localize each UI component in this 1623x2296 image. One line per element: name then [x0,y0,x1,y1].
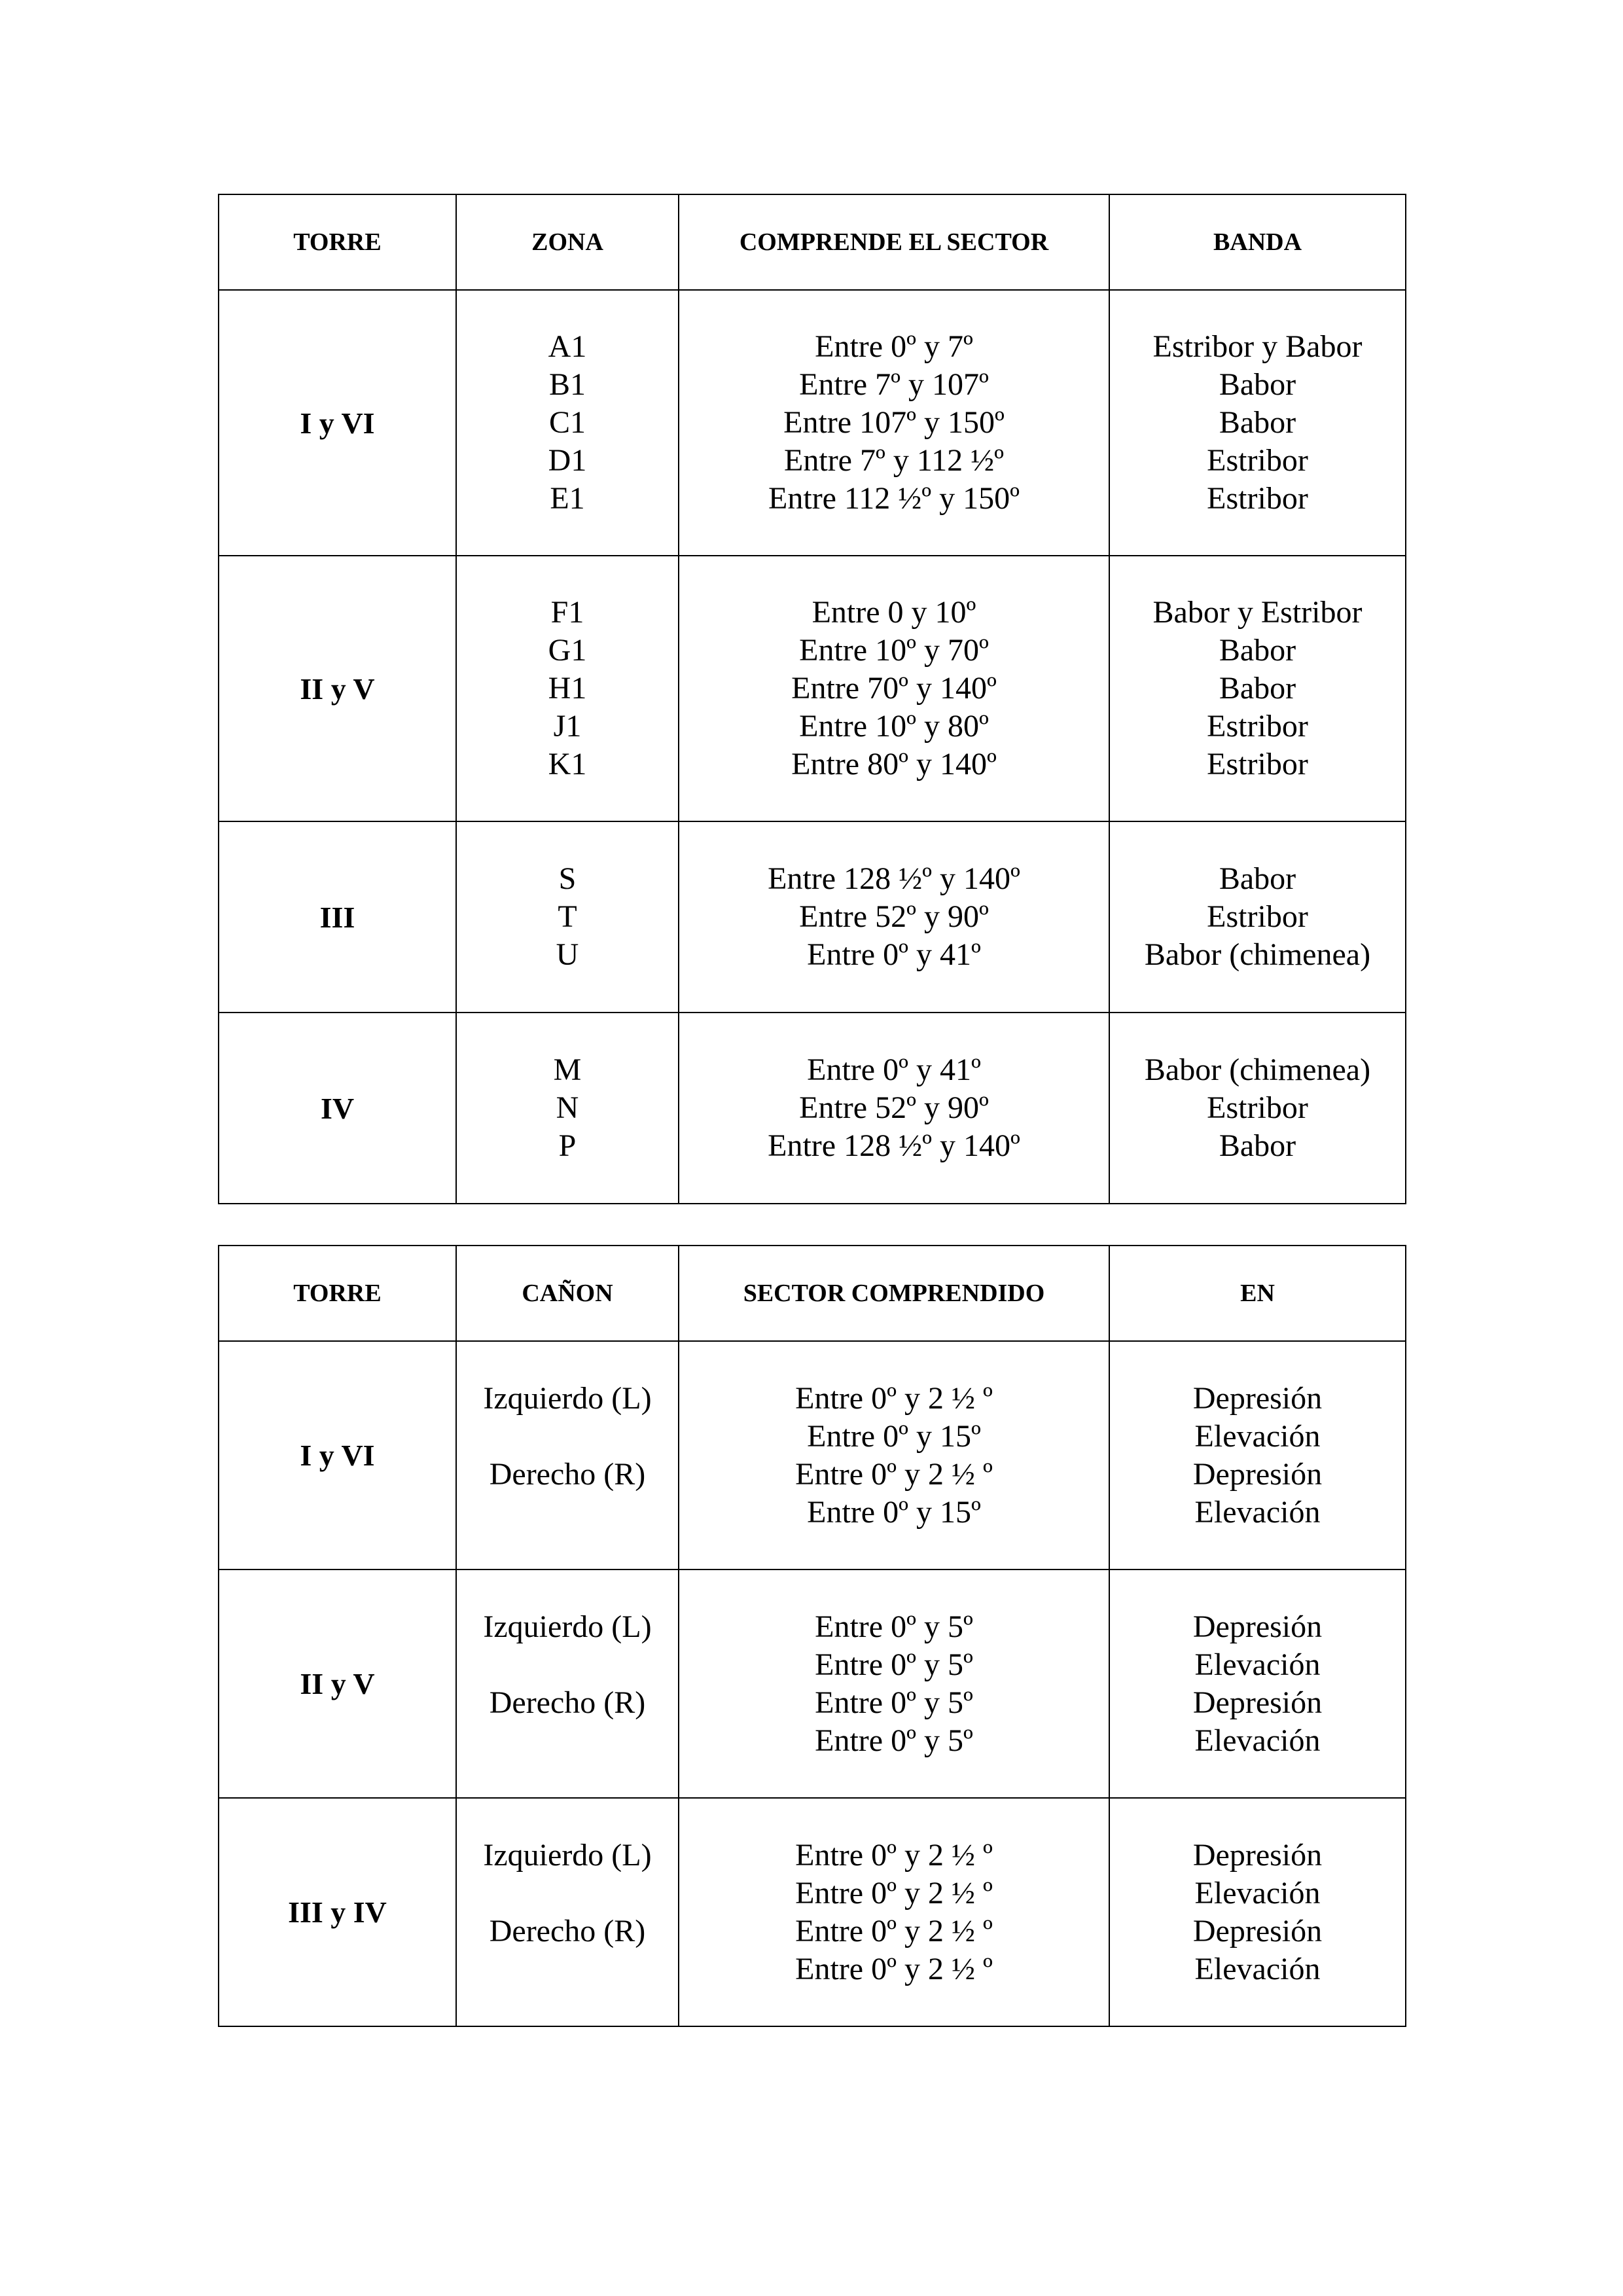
sector-item: Entre 0º y 5º [815,1647,973,1682]
sector-item: Entre 0º y 2 ½ º [795,1380,993,1416]
table-row [219,290,1406,556]
table-row [219,556,1406,821]
zona-cell [456,556,679,821]
banda-item: Babor [1219,671,1296,706]
en-item: Depresión [1192,1456,1323,1492]
canon-cell [456,1341,679,1570]
en-item: Depresión [1192,1609,1323,1644]
sector-item: Entre 0º y 2 ½ º [795,1913,993,1948]
banda-item: Babor [1219,367,1296,402]
banda-item: Estribor [1207,443,1308,478]
en-item: Depresión [1192,1913,1323,1948]
canon-item: Izquierdo (L) [483,1380,652,1416]
banda-item: Estribor [1207,709,1308,744]
en-cell [1109,1798,1406,2026]
zona-item: B1 [548,367,586,402]
header-en: EN [1109,1246,1406,1341]
sector-item: Entre 128 ½º y 140º [768,861,1020,896]
header-sector: COMPRENDE EL SECTOR [679,194,1109,290]
header-row [219,1246,1406,1341]
zona-item: G1 [548,633,587,668]
sector-item: Entre 0º y 5º [815,1685,973,1720]
header-row [219,194,1406,290]
torre-cell: II y V [219,1570,456,1798]
sector-cell [679,1570,1109,1798]
en-cell [1109,1570,1406,1798]
sector-item: Entre 0º y 15º [807,1494,981,1530]
zona-item: M [553,1052,582,1087]
zona-item: H1 [548,671,587,706]
torre-cell: II y V [219,556,456,821]
canon-item: Derecho (R) [489,1456,646,1492]
table-row [219,1341,1406,1570]
torre-cell: I y VI [219,1341,456,1570]
sector-item: Entre 52º y 90º [799,1090,989,1125]
banda-item: Estribor [1207,481,1308,516]
table-row [219,1013,1406,1204]
sector-item: Entre 0º y 2 ½ º [795,1875,993,1910]
zona-item: J1 [553,709,582,744]
zona-cell [456,821,679,1013]
banda-cell [1109,556,1406,821]
sector-item: Entre 52º y 90º [799,899,989,934]
banda-item: Estribor [1207,1090,1308,1125]
zona-item: C1 [548,405,586,440]
en-item: Elevación [1194,1647,1321,1682]
sector-item: Entre 0º y 2 ½ º [795,1456,993,1492]
en-item: Elevación [1194,1723,1321,1758]
banda-item: Estribor [1207,899,1308,934]
zona-cell [456,1013,679,1204]
sector-cell [679,1798,1109,2026]
torre-cell: III [219,821,456,1013]
torre-cell: I y VI [219,290,456,556]
banda-item: Babor y Estribor [1152,595,1363,630]
en-item: Elevación [1194,1951,1321,1986]
banda-item: Babor (chimenea) [1144,937,1371,972]
sector-item: Entre 128 ½º y 140º [768,1128,1020,1163]
header-canon: CAÑON [456,1246,679,1341]
sector-item: Entre 0º y 2 ½ º [795,1951,993,1986]
canon-item: Derecho (R) [489,1685,646,1720]
banda-item: Babor (chimenea) [1144,1052,1371,1087]
header-torre: TORRE [219,194,456,290]
en-cell [1109,1341,1406,1570]
zona-item: D1 [548,443,587,478]
canon-item: Izquierdo (L) [483,1837,652,1873]
sector-cell [679,290,1109,556]
zona-item: N [556,1090,579,1125]
en-item: Depresión [1192,1837,1323,1873]
guns-table [218,1245,1406,2027]
sector-item: Entre 7º y 107º [799,367,989,402]
banda-item: Babor [1219,405,1296,440]
en-item: Elevación [1194,1494,1321,1530]
sector-item: Entre 70º y 140º [791,671,997,706]
table-row [219,821,1406,1013]
zones-table [218,194,1406,1204]
en-item: Elevación [1194,1875,1321,1910]
zona-item: A1 [548,329,587,364]
banda-item: Estribor [1207,747,1308,781]
zona-item: U [556,937,579,972]
banda-cell [1109,821,1406,1013]
banda-item: Babor [1219,633,1296,668]
sector-item: Entre 7º y 112 ½º [784,443,1004,478]
sector-item: Entre 0º y 41º [807,1052,981,1087]
sector-item: Entre 0 y 10º [812,595,976,630]
sector-cell [679,556,1109,821]
header-sector-comprendido: SECTOR COMPRENDIDO [679,1246,1109,1341]
header-banda: BANDA [1109,194,1406,290]
torre-cell: IV [219,1013,456,1204]
sector-item: Entre 10º y 70º [799,633,989,668]
sector-item: Entre 0º y 5º [815,1609,973,1644]
sector-cell [679,821,1109,1013]
sector-item: Entre 10º y 80º [799,709,989,744]
zona-item: K1 [548,747,587,781]
header-torre: TORRE [219,1246,456,1341]
en-item: Depresión [1192,1380,1323,1416]
sector-item: Entre 0º y 15º [807,1418,981,1454]
banda-item: Babor [1219,1128,1296,1163]
table-row [219,1798,1406,2026]
header-zona: ZONA [456,194,679,290]
zona-cell [456,290,679,556]
zona-item: E1 [550,481,585,516]
canon-item: Derecho (R) [489,1913,646,1948]
sector-item: Entre 107º y 150º [783,405,1005,440]
sector-cell [679,1341,1109,1570]
canon-cell [456,1570,679,1798]
sector-item: Entre 0º y 41º [807,937,981,972]
sector-item: Entre 112 ½º y 150º [768,481,1020,516]
en-item: Depresión [1192,1685,1323,1720]
canon-cell [456,1798,679,2026]
sector-item: Entre 0º y 5º [815,1723,973,1758]
sector-cell [679,1013,1109,1204]
zona-item: F1 [550,595,584,630]
sector-item: Entre 0º y 2 ½ º [795,1837,993,1873]
banda-cell [1109,290,1406,556]
canon-item: Izquierdo (L) [483,1609,652,1644]
en-item: Elevación [1194,1418,1321,1454]
banda-item: Babor [1219,861,1296,896]
zona-item: P [558,1128,577,1163]
banda-cell [1109,1013,1406,1204]
sector-item: Entre 0º y 7º [815,329,973,364]
table-row [219,1570,1406,1798]
torre-cell: III y IV [219,1798,456,2026]
zona-item: T [558,899,577,934]
banda-item: Estribor y Babor [1152,329,1363,364]
sector-item: Entre 80º y 140º [791,747,997,781]
zona-item: S [558,861,577,896]
